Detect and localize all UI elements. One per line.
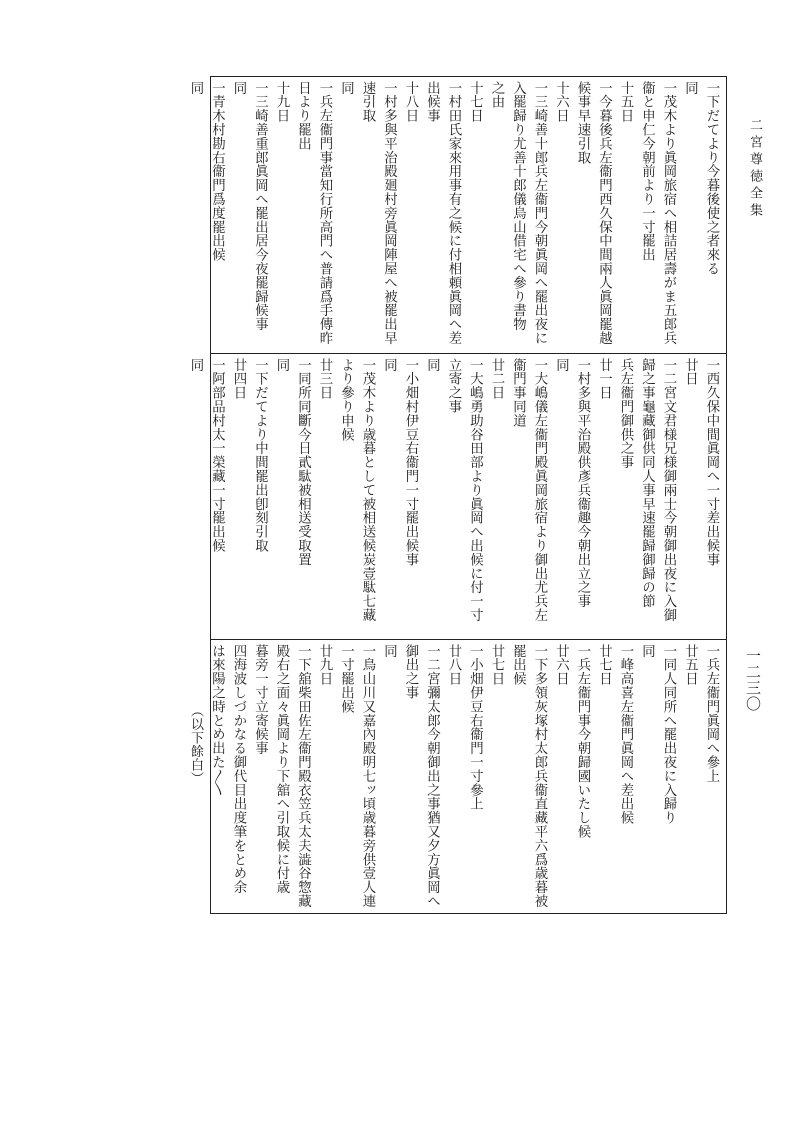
text-column: 同	[424, 358, 440, 372]
text-column: 一茂木より歳暮として被相送候炭壹駄七藏	[360, 358, 375, 623]
text-column: 四海波しづかなる御代目出度筆をとめ余	[231, 644, 246, 895]
text-column: 十七日	[467, 81, 483, 123]
text-column: 暮旁一寸立寄候事	[252, 644, 268, 756]
text-column: 歸之事龜藏御供同人事早速罷歸御歸の節	[639, 358, 655, 609]
text-column: 衞と申仁今朝前より一寸罷出	[639, 81, 655, 262]
text-frame	[188, 76, 727, 914]
text-column: 同	[553, 358, 569, 372]
text-column: 一下舘柴田佐左衞門殿衣笠兵太夫澁谷惣藏	[295, 644, 311, 909]
text-column: 一阿部品村太一榮藏一寸罷出候	[209, 358, 225, 553]
text-column: 兵左衞門御供之事	[618, 358, 633, 470]
text-column: 一西久保中間眞岡へ一寸差出候事	[704, 358, 719, 567]
text-column: 十八日	[403, 81, 418, 123]
text-column: 十九日	[274, 81, 289, 123]
text-column: 一鳥山川又嘉內殿明七ッ頃歳暮旁供壹人連	[360, 644, 375, 909]
text-column: 廿七日	[596, 644, 612, 686]
text-column: 同	[274, 358, 289, 372]
text-column: 一兵左衞門眞岡へ參上	[704, 644, 719, 783]
text-column: 廿五日	[682, 644, 698, 686]
text-column: 廿三日	[317, 358, 332, 400]
text-column: 一同所同斷今日貳駄被相送受取置	[295, 358, 311, 567]
text-column: 一青木村勘右衞門爲度罷出候	[209, 81, 225, 262]
text-column: 一同人同所へ罷出夜に入歸り	[661, 644, 676, 825]
text-column: 廿七日	[489, 644, 504, 686]
text-column: 同	[381, 358, 397, 372]
text-column: 一二宮彌太郎今朝御出之事猶又夕方眞岡へ	[424, 644, 440, 909]
text-column: 十六日	[553, 81, 569, 123]
text-column: 一村多與平治殿供彥兵衞趣今朝出立之事	[575, 358, 590, 609]
page-number: 一二三〇	[744, 648, 762, 712]
text-column: 同	[188, 358, 203, 372]
text-column: 衞門事同道	[510, 358, 526, 428]
text-column: は來陽之時とめ出た〳〵	[209, 644, 225, 797]
text-column: 一小畑伊豆右衞門一寸參上	[467, 644, 483, 811]
text-column: 同	[381, 644, 397, 658]
text-column: 廿九日	[317, 644, 332, 686]
text-column: 一村多與平治殿廻村旁眞岡陣屋へ被罷出早	[381, 81, 397, 346]
text-column: 一三崎善重郎眞岡へ罷出居今夜罷歸候事	[252, 81, 268, 332]
text-column: 一峰高喜左衞門眞岡へ差出候	[618, 644, 633, 825]
running-title: 二宮尊徳全集	[747, 118, 762, 220]
text-column: 一下だてより中間罷出卽刻引取	[252, 358, 268, 553]
text-column: 出候事	[424, 81, 440, 123]
text-column: 一寸罷出候	[338, 644, 354, 714]
text-column: 廿八日	[446, 644, 461, 686]
text-column: 罷出候	[510, 644, 526, 686]
text-column: 入罷歸り尤善十郎儀烏山借宅へ參り書物	[510, 81, 526, 332]
text-column: 同	[639, 644, 655, 658]
upper-tier	[188, 77, 726, 353]
text-column: 候事早速引取	[575, 81, 590, 165]
text-column: 一二宮文君様兄様御兩士今朝御出夜に入御	[661, 358, 676, 623]
text-column: 廿二日	[489, 358, 504, 400]
text-column: 一大嶋勇助谷田部より眞岡へ出候に付一寸	[467, 358, 483, 623]
text-column: 一下多領灰塚村太郎兵衞直藏平六爲歳暮被	[532, 644, 547, 909]
text-column: 一兵左衞門事今朝歸國いたし候	[575, 644, 590, 839]
text-column: 一小畑村伊豆右衞門一寸罷出候事	[403, 358, 418, 567]
text-column: 殿右之面々眞岡より下舘へ引取候に付歳	[274, 644, 289, 895]
text-column: 同	[338, 81, 354, 95]
middle-tier	[188, 353, 726, 639]
text-column: 廿日	[682, 358, 698, 386]
text-column: 同	[231, 81, 246, 95]
text-column: 一下だてより今暮後使之者來る	[704, 81, 719, 276]
text-column: 同	[188, 81, 203, 95]
text-column: 一大嶋儀左衞門殿眞岡旅宿より御出尤兵左	[532, 358, 547, 623]
text-column: （以下餘白）	[188, 704, 203, 785]
text-column: 一兵左衞門事當知行所高門へ普請爲手傳昨	[317, 81, 332, 346]
text-column: 之由	[489, 81, 504, 109]
text-column: 十五日	[618, 81, 633, 123]
text-column: 速引取	[360, 81, 375, 123]
text-column: 日より罷出	[295, 81, 311, 151]
text-column: 同	[682, 81, 698, 95]
text-column: 一村田氏家來用事有之候に付相頼眞岡へ差	[446, 81, 461, 346]
text-column: 御出之事	[403, 644, 418, 700]
lower-tier	[188, 639, 726, 915]
text-column: 一今暮後兵左衞門西久保中間兩人眞岡罷越	[596, 81, 612, 346]
text-column: 立寄之事	[446, 358, 461, 414]
text-column: 廿四日	[231, 358, 246, 400]
text-column: 廿一日	[596, 358, 612, 400]
text-column: 一茂木より眞岡旅宿へ相詰居壽がま五郎兵	[661, 81, 676, 346]
text-column: 廿六日	[553, 644, 569, 686]
text-column: より參り申候	[338, 358, 354, 442]
text-column: 一三崎善十郎兵左衞門今朝眞岡へ罷出夜に	[532, 81, 547, 346]
